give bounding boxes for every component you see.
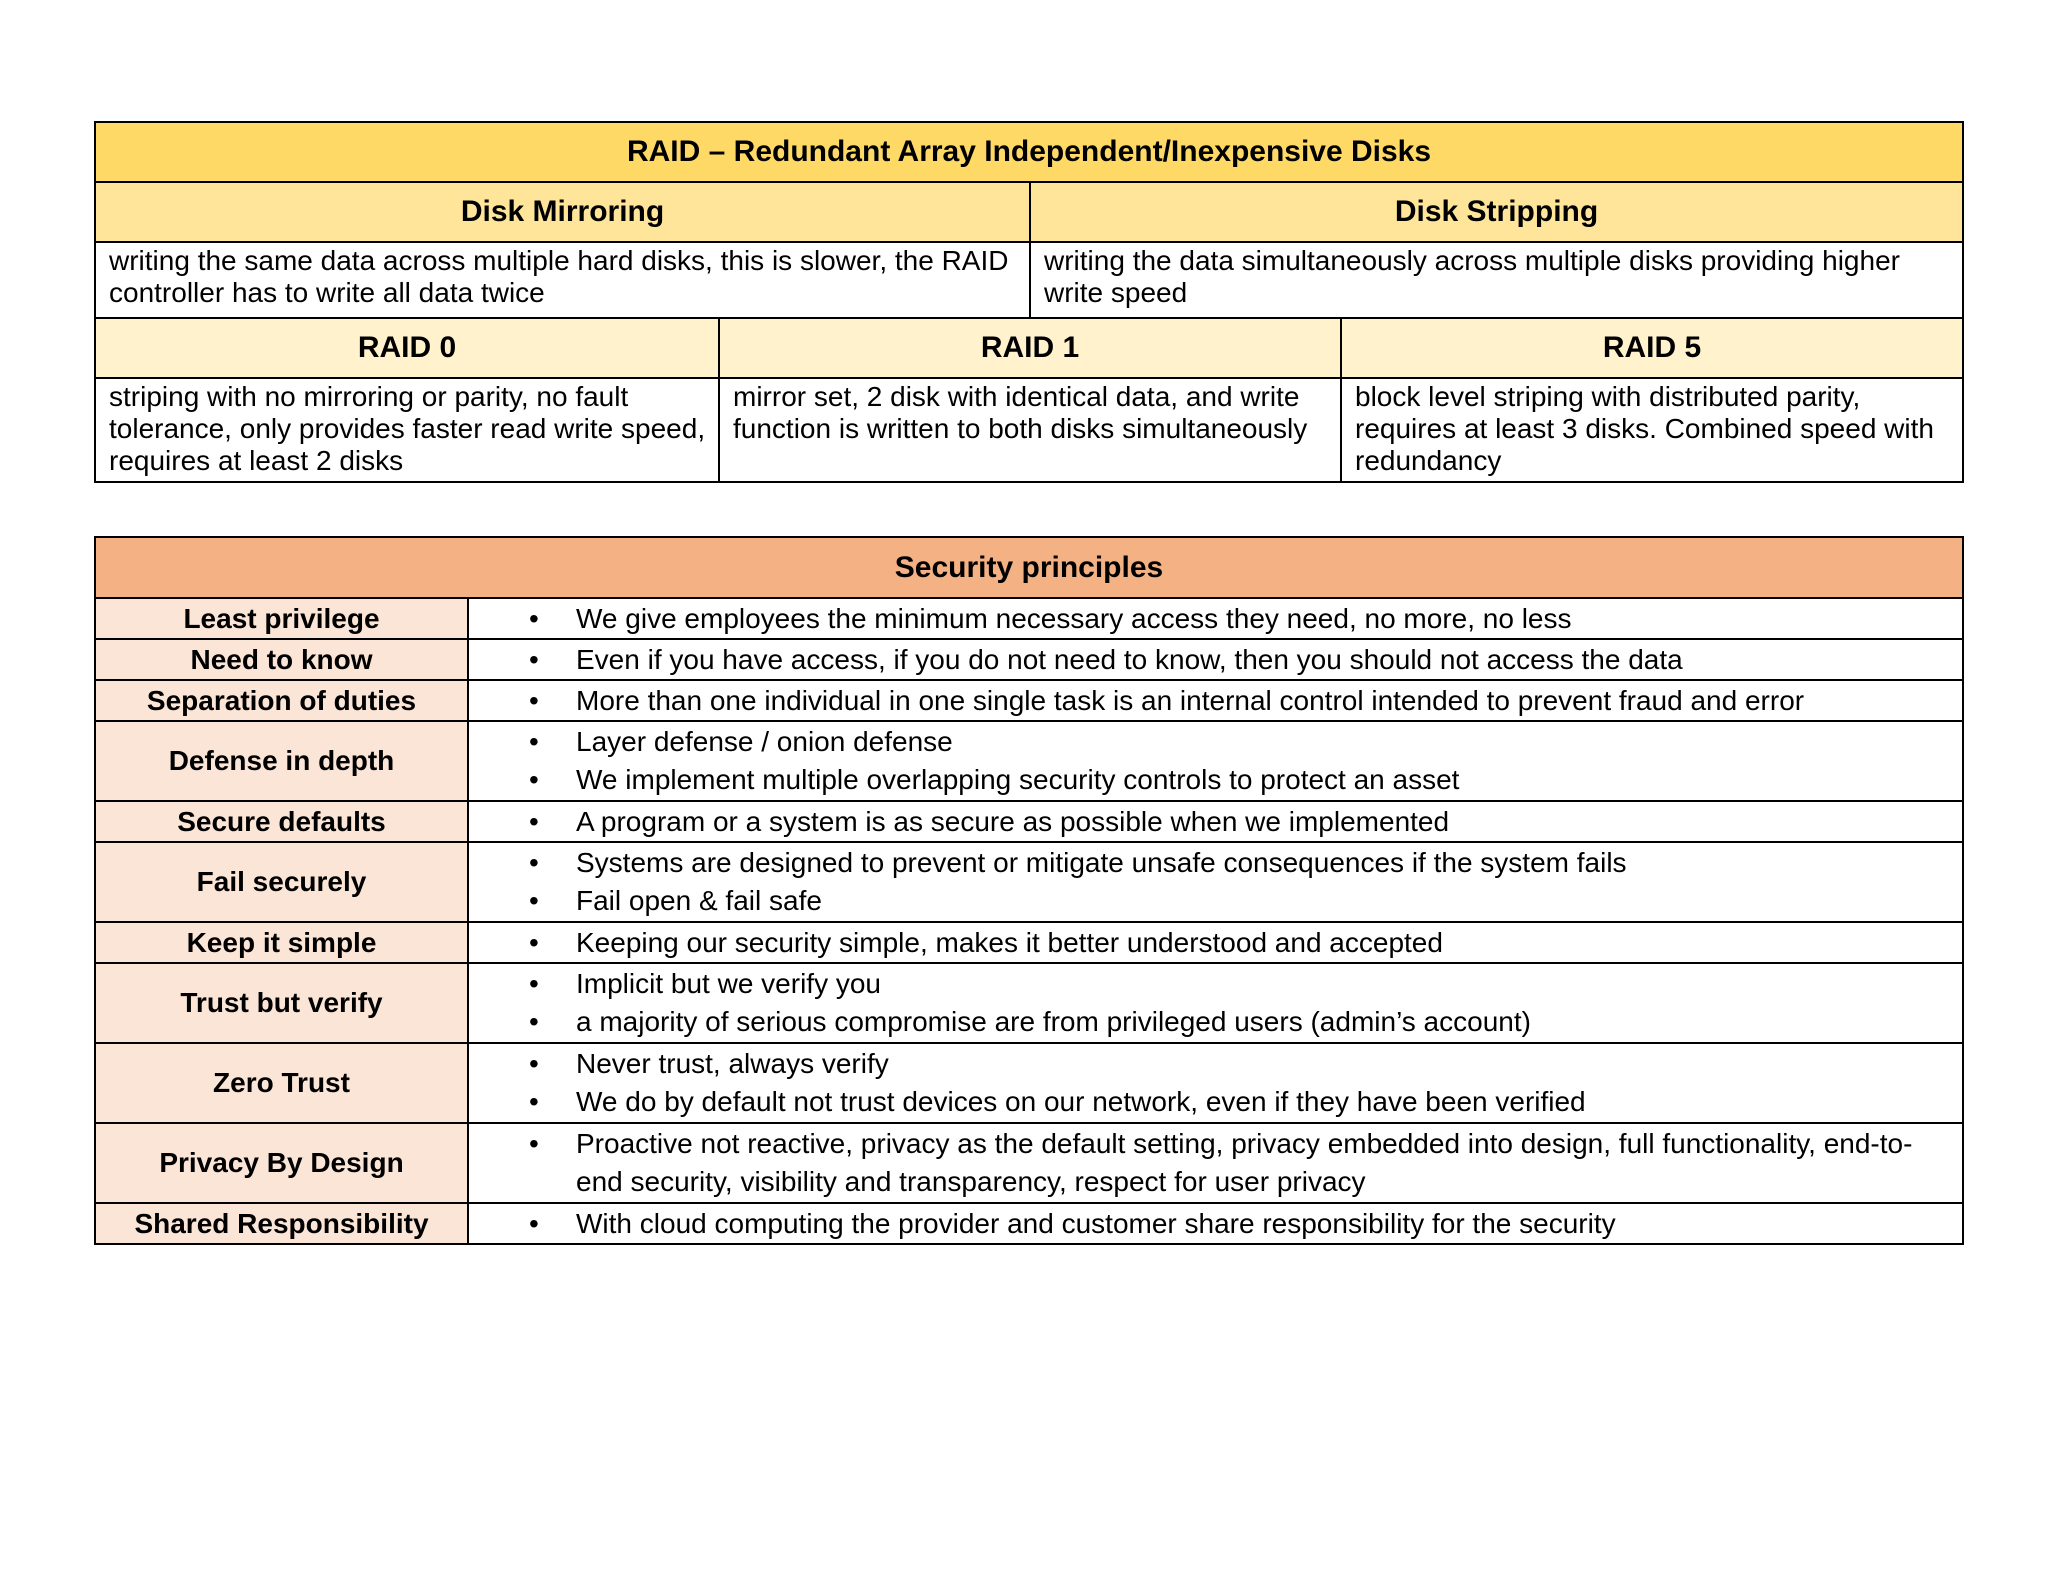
principle-point: • Fail open & fail safe bbox=[469, 882, 1962, 920]
security-principles-table bbox=[94, 536, 1964, 1245]
principle-points bbox=[468, 1043, 1963, 1123]
principle-row bbox=[95, 842, 1963, 922]
principle-point: • We implement multiple overlapping security controls to protect an asset bbox=[469, 761, 1962, 799]
raid-table bbox=[94, 121, 1964, 483]
raid-method-description-row bbox=[95, 242, 1963, 318]
raid-0-heading: RAID 0 bbox=[95, 318, 719, 378]
security-title-row bbox=[95, 537, 1963, 598]
principle-name: Keep it simple bbox=[95, 922, 468, 963]
principle-name: Shared Responsibility bbox=[95, 1203, 468, 1244]
principle-point: • We do by default not trust devices on our network, even if they have been verified bbox=[469, 1083, 1962, 1121]
principle-name: Fail securely bbox=[95, 842, 468, 922]
disk-stripping-description: writing the data simultaneously across multiple disks providing higher write speed bbox=[1030, 242, 1963, 318]
principle-row bbox=[95, 1203, 1963, 1244]
principle-row bbox=[95, 922, 1963, 963]
raid-5-description: block level striping with distributed parity, requires at least 3 disks. Combined speed with redundancy bbox=[1341, 378, 1963, 482]
principle-row bbox=[95, 963, 1963, 1043]
principle-point: • a majority of serious compromise are from privileged users (admin’s account) bbox=[469, 1003, 1962, 1041]
principle-points bbox=[468, 801, 1963, 842]
principle-name: Trust but verify bbox=[95, 963, 468, 1043]
disk-mirroring-description: writing the same data across multiple hard disks, this is slower, the RAID controller has to write all data twice bbox=[95, 242, 1030, 318]
principle-name: Zero Trust bbox=[95, 1043, 468, 1123]
principle-point: • Proactive not reactive, privacy as the default setting, privacy embedded into design, full functionality, end-to-end security, visibility and transparency, respect for user privacy bbox=[469, 1125, 1962, 1201]
principle-point: • Implicit but we verify you bbox=[469, 965, 1962, 1003]
raid-1-heading: RAID 1 bbox=[719, 318, 1341, 378]
principle-point: • We give employees the minimum necessary access they need, no more, no less bbox=[469, 600, 1962, 638]
raid-level-description-row bbox=[95, 378, 1963, 482]
principle-points bbox=[468, 1203, 1963, 1244]
principle-point: • More than one individual in one single task is an internal control intended to prevent fraud and error bbox=[469, 682, 1962, 720]
principle-points bbox=[468, 842, 1963, 922]
raid-level-heading-row bbox=[95, 318, 1963, 378]
principle-name: Secure defaults bbox=[95, 801, 468, 842]
principle-points bbox=[468, 721, 1963, 801]
principle-name: Privacy By Design bbox=[95, 1123, 468, 1203]
principle-row bbox=[95, 680, 1963, 721]
principle-row bbox=[95, 598, 1963, 639]
raid-method-heading-row bbox=[95, 182, 1963, 242]
principle-point: • With cloud computing the provider and customer share responsibility for the security bbox=[469, 1205, 1962, 1243]
principle-point: • Even if you have access, if you do not need to know, then you should not access the data bbox=[469, 641, 1962, 679]
principle-name: Least privilege bbox=[95, 598, 468, 639]
security-title: Security principles bbox=[95, 537, 1963, 598]
principle-point: • Layer defense / onion defense bbox=[469, 723, 1962, 761]
principle-row bbox=[95, 1123, 1963, 1203]
principle-points bbox=[468, 598, 1963, 639]
principle-name: Separation of duties bbox=[95, 680, 468, 721]
principle-points bbox=[468, 1123, 1963, 1203]
principle-row bbox=[95, 639, 1963, 680]
principle-point: • Systems are designed to prevent or mitigate unsafe consequences if the system fails bbox=[469, 844, 1962, 882]
principle-points bbox=[468, 963, 1963, 1043]
disk-stripping-heading: Disk Stripping bbox=[1030, 182, 1963, 242]
principle-row bbox=[95, 801, 1963, 842]
principle-row bbox=[95, 1043, 1963, 1123]
raid-title-row bbox=[95, 122, 1963, 182]
raid-title: RAID – Redundant Array Independent/Inexpensive Disks bbox=[95, 122, 1963, 182]
raid-1-description: mirror set, 2 disk with identical data, and write function is written to both disks simultaneously bbox=[719, 378, 1341, 482]
principle-points bbox=[468, 922, 1963, 963]
principle-point: • Keeping our security simple, makes it better understood and accepted bbox=[469, 924, 1962, 962]
disk-mirroring-heading: Disk Mirroring bbox=[95, 182, 1030, 242]
principle-points bbox=[468, 639, 1963, 680]
principle-point: • A program or a system is as secure as possible when we implemented bbox=[469, 803, 1962, 841]
principle-name: Need to know bbox=[95, 639, 468, 680]
raid-0-description: striping with no mirroring or parity, no fault tolerance, only provides faster read write speed, requires at least 2 disks bbox=[95, 378, 719, 482]
principle-row bbox=[95, 721, 1963, 801]
principle-points bbox=[468, 680, 1963, 721]
principle-name: Defense in depth bbox=[95, 721, 468, 801]
raid-5-heading: RAID 5 bbox=[1341, 318, 1963, 378]
principle-point: • Never trust, always verify bbox=[469, 1045, 1962, 1083]
